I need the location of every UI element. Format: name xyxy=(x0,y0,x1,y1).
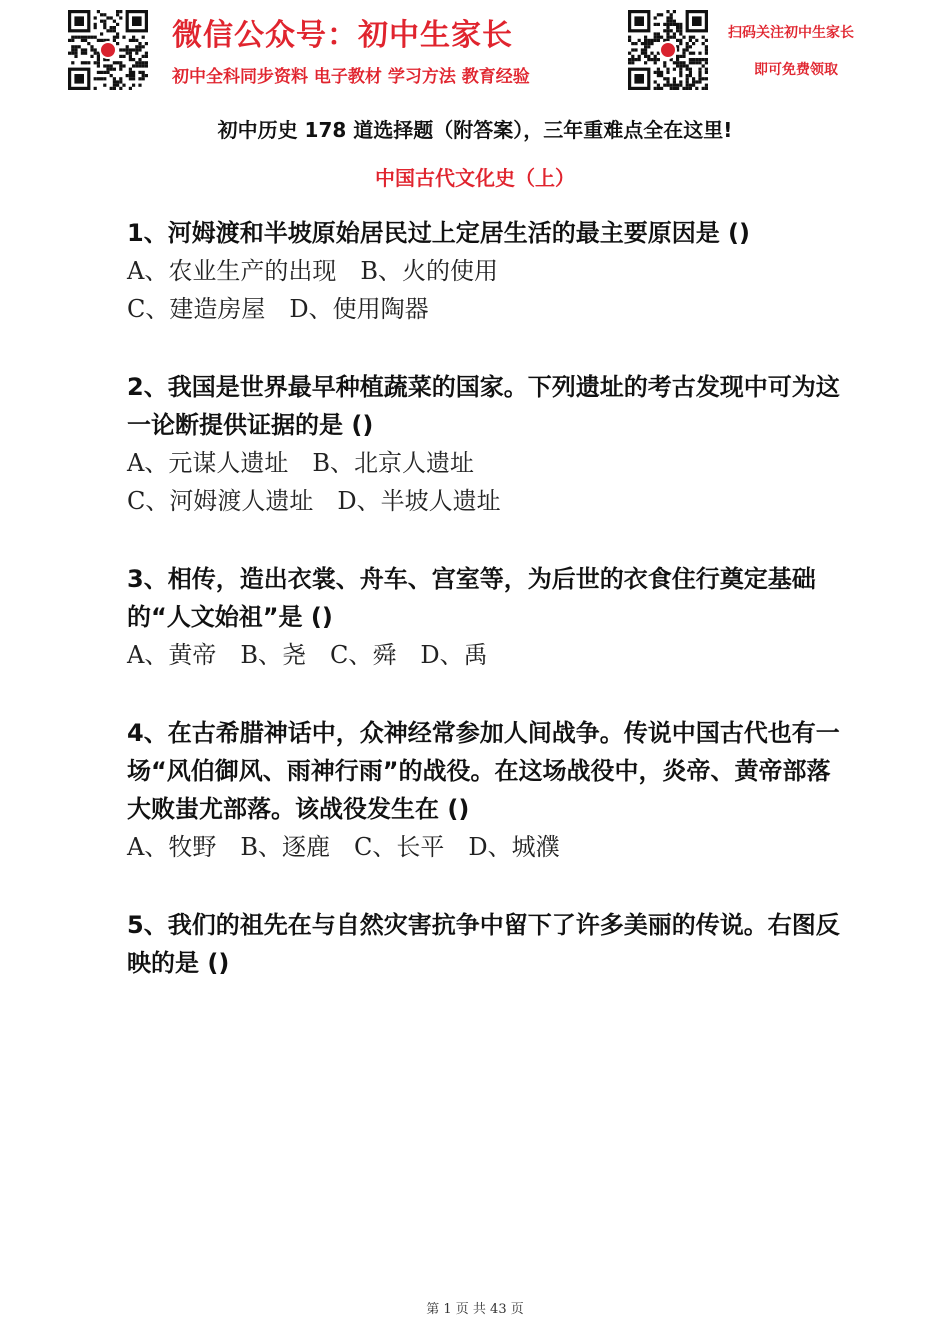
promo-line-2: 即可免费领取 xyxy=(754,62,838,78)
question-stem: 3、相传，造出衣裳、舟车、宫室等，为后世的衣食住行奠定基础的“人文始祖”是 () xyxy=(127,565,816,631)
brand-title: 微信公众号：初中生家长 xyxy=(172,18,513,53)
question-list xyxy=(127,214,847,1022)
question-options: A、黄帝 B、尧 C、舜 D、禹 xyxy=(127,641,488,669)
question-options: A、牧野 B、逐鹿 C、长平 D、城濮 xyxy=(127,833,560,861)
question-item xyxy=(127,714,847,866)
question-item xyxy=(127,560,847,674)
question-options: C、河姆渡人遗址 D、半坡人遗址 xyxy=(127,487,501,515)
promo-line-1: 扫码关注初中生家长 xyxy=(728,25,854,41)
qr-code-icon xyxy=(68,10,148,90)
question-stem: 2、我国是世界最早种植蔬菜的国家。下列遗址的考古发现中可为这一论断提供证据的是 () xyxy=(127,373,840,439)
question-options: A、农业生产的出现 B、火的使用 xyxy=(127,257,498,285)
document-title: 初中历史 178 道选择题（附答案），三年重难点全在这里! xyxy=(217,118,733,142)
brand-subtitle: 初中全科同步资料 电子教材 学习方法 教育经验 xyxy=(172,67,530,87)
section-title: 中国古代文化史（上） xyxy=(375,166,575,190)
question-item xyxy=(127,906,847,982)
page-footer: 第 1 页 共 43 页 xyxy=(426,1302,524,1317)
qr-logo-badge xyxy=(659,41,677,59)
question-stem: 4、在古希腊神话中，众神经常参加人间战争。传说中国古代也有一场“风伯御风、雨神行雨”的战役。在这场战役中，炎帝、黄帝部落大败蚩尤部落。该战役发生在 () xyxy=(127,719,840,823)
question-item xyxy=(127,368,847,520)
question-options: A、元谋人遗址 B、北京人遗址 xyxy=(127,449,474,477)
qr-logo-badge xyxy=(99,41,117,59)
question-item xyxy=(127,214,847,328)
question-options: C、建造房屋 D、使用陶器 xyxy=(127,295,429,323)
question-stem: 5、我们的祖先在与自然灾害抗争中留下了许多美丽的传说。右图反映的是 () xyxy=(127,911,840,977)
qr-code-icon xyxy=(628,10,708,90)
question-stem: 1、河姆渡和半坡原始居民过上定居生活的最主要原因是 () xyxy=(127,219,750,247)
